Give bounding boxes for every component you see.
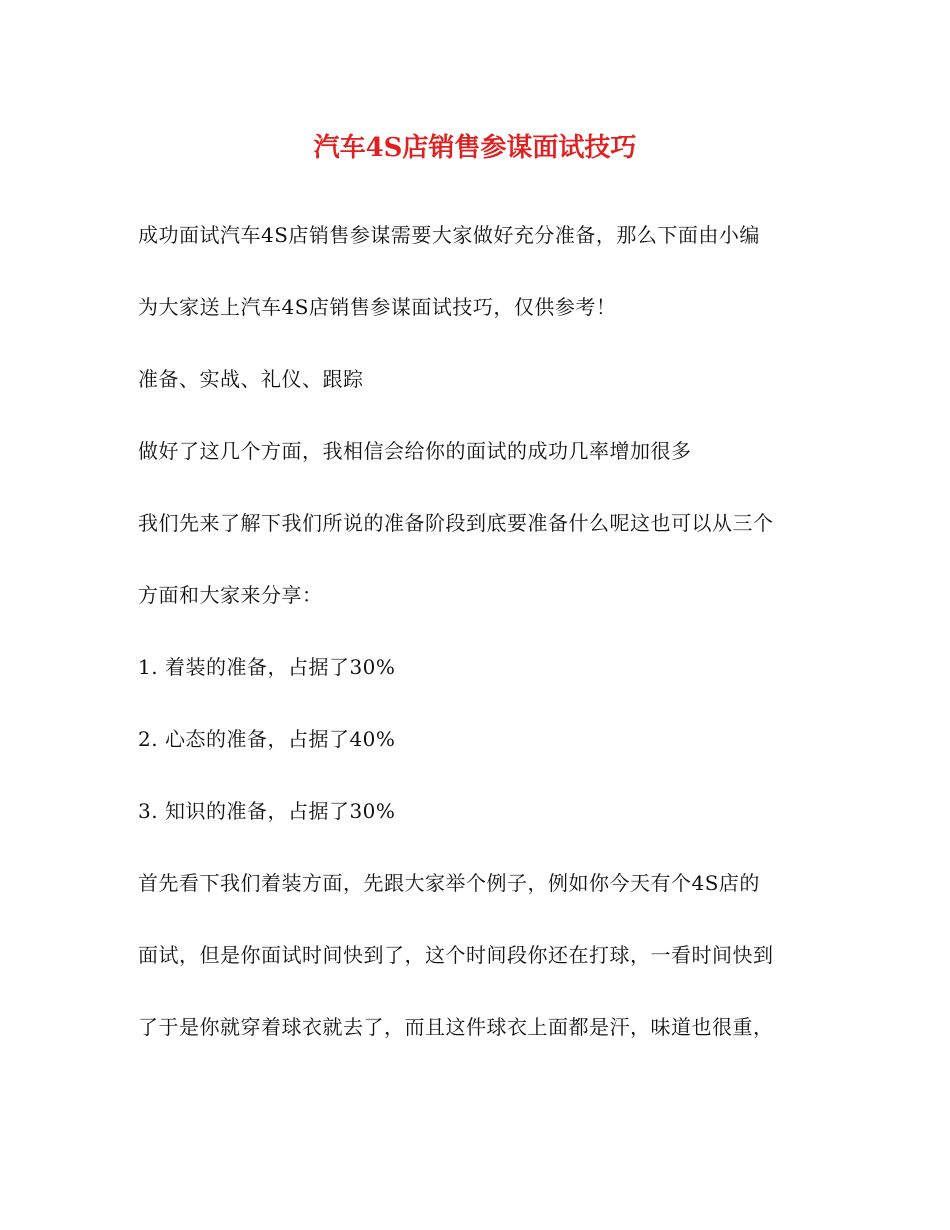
paragraph-line: 准备、实战、礼仪、跟踪 — [138, 367, 364, 391]
paragraph-line: 做好了这几个方面，我相信会给你的面试的成功几率增加很多 — [138, 439, 692, 463]
paragraph-line: 方面和大家来分享： — [138, 583, 323, 607]
document-body — [138, 215, 838, 1079]
list-item: 2. 心态的准备，占据了40% — [138, 727, 396, 751]
paragraph-line: 为大家送上汽车4S店销售参谋面试技巧，仅供参考！ — [138, 295, 617, 319]
paragraph-line: 了于是你就穿着球衣就去了，而且这件球衣上面都是汗，味道也很重， — [138, 1015, 774, 1039]
list-item: 1. 着装的准备，占据了30% — [138, 655, 396, 679]
list-item: 3. 知识的准备，占据了30% — [138, 799, 396, 823]
paragraph-line: 首先看下我们着装方面，先跟大家举个例子，例如你今天有个4S店的 — [138, 871, 760, 895]
paragraph-line: 面试，但是你面试时间快到了，这个时间段你还在打球，一看时间快到 — [138, 943, 774, 967]
paragraph-line: 我们先来了解下我们所说的准备阶段到底要准备什么呢这也可以从三个 — [138, 511, 774, 535]
paragraph-line: 成功面试汽车4S店销售参谋需要大家做好充分准备，那么下面由小编 — [138, 223, 760, 247]
document-title: 汽车4S店销售参谋面试技巧 — [313, 133, 637, 163]
